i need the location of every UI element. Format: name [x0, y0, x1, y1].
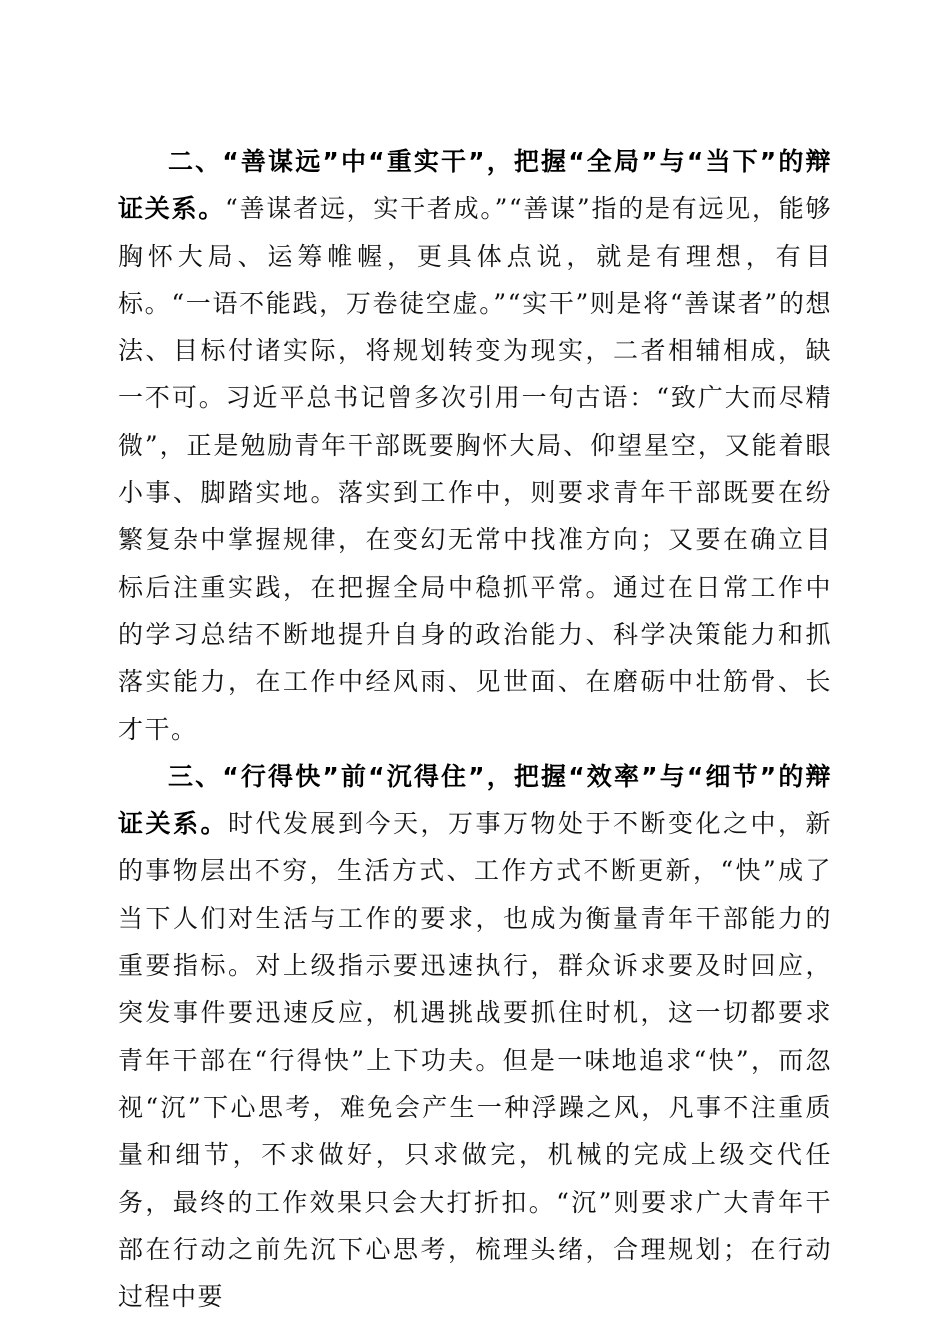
section-two-body: “善谋者远，实干者成。”“善谋”指的是有远见，能够胸怀大局、运筹帷幄，更具体点说，就是有理想，有目标。“一语不能践，万卷徒空虚。”“实干”则是将“善谋者”的想法、目标付诸实际，将规划转变为现实，二者相辅相成，缺一不可。习近平总书记曾多次引用一句古语：“致广大而尽精微”，正是勉励青年干部既要胸怀大局、仰望星空，又能着眼小事、脚踏实地。落实到工作中，则要求青年干部既要在纷繁复杂中掌握规律，在变幻无常中找准方向；又要在确立目标后注重实践，在把握全局中稳抓平常。通过在日常工作中的学习总结不断地提升自身的政治能力、科学决策能力和抓落实能力，在工作中经风雨、见世面、在磨砺中壮筋骨、长才干。	[118, 194, 832, 744]
section-two-heading: 二、“善谋远”中“重实干”，把握“全局”与“当下”的辩证关系。	[118, 147, 832, 224]
paragraph-section-two	[118, 138, 832, 753]
section-three-body: 时代发展到今天，万事万物处于不断变化之中，新的事物层出不穷，生活方式、工作方式不断更新，“快”成了当下人们对生活与工作的要求，也成为衡量青年干部能力的重要指标。对上级指示要迅速执行，群众诉求要及时回应，突发事件要迅速反应，机遇挑战要抓住时机，这一切都要求青年干部在“行得快”上下功夫。但是一味地追求“快”，而忽视“沉”下心思考，难免会产生一种浮躁之风，凡事不注重质量和细节，不求做好，只求做完，机械的完成上级交代任务，最终的工作效果只会大打折扣。“沉”则要求广大青年干部在行动之前先沉下心思考，梳理头绪，合理规划；在行动过程中要	[118, 809, 832, 1312]
paragraph-section-three	[118, 753, 832, 1321]
document-page	[118, 138, 832, 1320]
section-three-heading: 三、“行得快”前“沉得住”，把握“效率”与“细节”的辩证关系。	[118, 761, 832, 839]
